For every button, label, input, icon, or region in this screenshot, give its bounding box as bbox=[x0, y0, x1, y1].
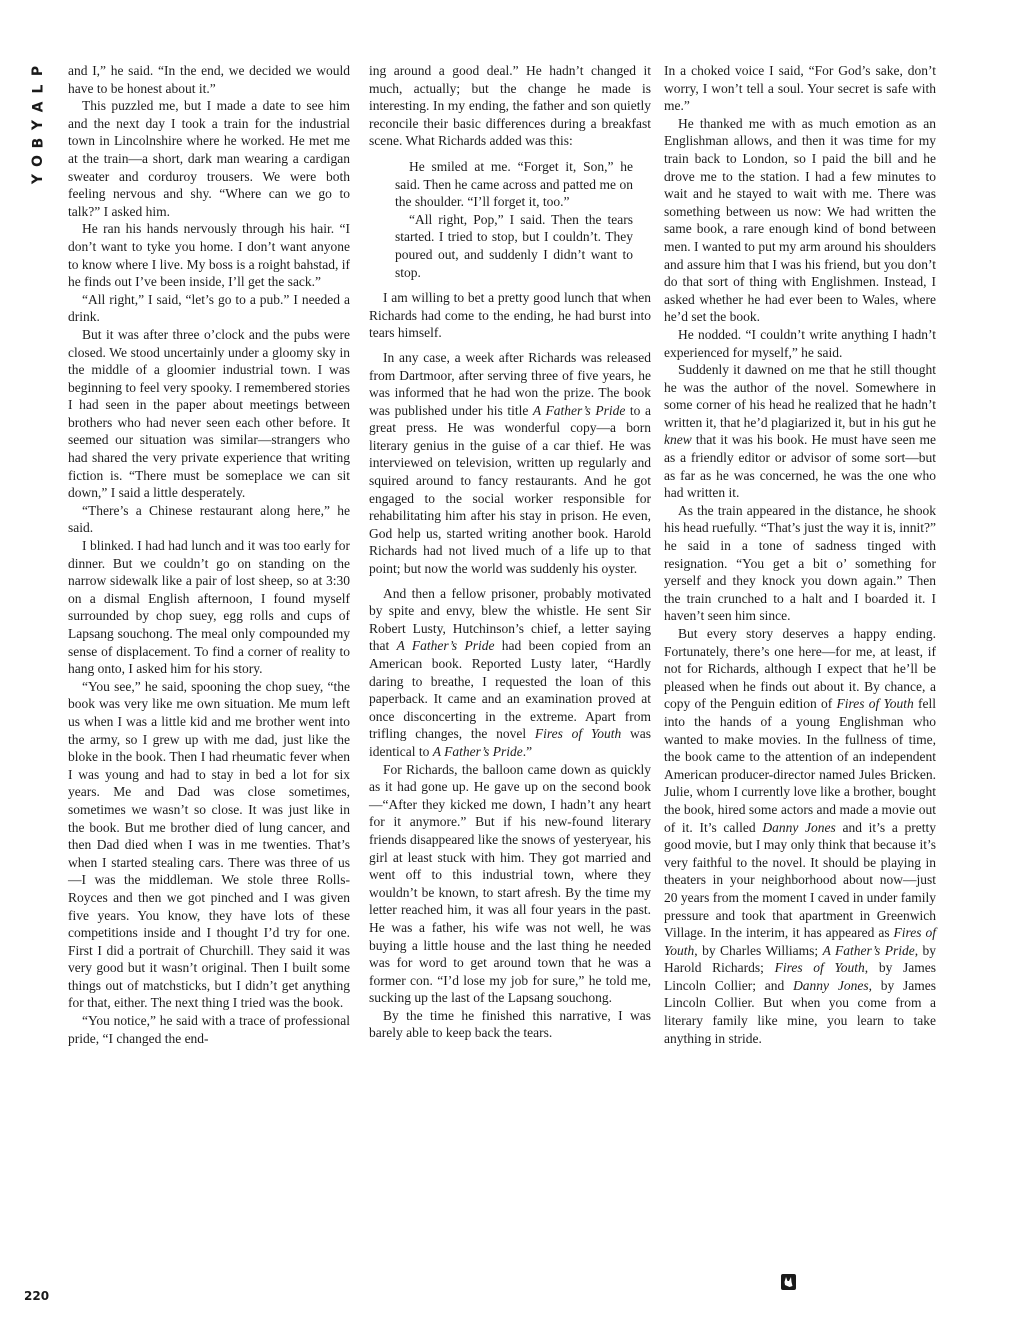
rabbit-head-end-mark-icon bbox=[781, 1274, 796, 1290]
masthead-letter: Y bbox=[29, 173, 46, 185]
article-paragraph: I am willing to bet a pretty good lunch that when Richards had come to the ending, he had burst into tears himself. bbox=[369, 290, 651, 341]
magazine-masthead bbox=[27, 62, 49, 188]
article-paragraph: I blinked. I had had lunch and it was too early for dinner. But we couldn’t go on standing on the narrow sidewalk like a pair of lost sheep, so at 3:30 on a dismal English afternoon, I found myself surrounded by chop suey, egg rolls and cups of Lapsang souchong. The meal only compounded my sense of displacement. To find a corner of reality to hang onto, I asked him for his story. bbox=[68, 538, 350, 677]
masthead-letter: Y bbox=[29, 119, 46, 131]
article-paragraph: For Richards, the balloon came down as quickly as it had gone up. He gave up on the second book—“After they kicked me down, I hadn’t any heart for it anymore.” But if his new-found literary friends disappeared like the snows of yesteryear, his girl at least stuck with him. They got married and went off to this industrial town, where they wouldn’t be known, to start afresh. By the time my letter reached him, it was all four years in the past. He was a father, his wife was not well, he was buying a little house and the last thing he needed was for word to get around town that he was a former con. “I’d lose my job for sure,” he told me, sucking up the last of the Lapsang souchong. bbox=[369, 761, 651, 1006]
article-paragraph: Suddenly it dawned on me that he still thought he was the author of the novel. Somewhere in some corner of his head he realized that he hadn’t written it, that he’d plagiarized it, but in his gut he knew that it was his book. He must have seen me as a friendly editor or advisor of some sort—but as far as he was concerned, he was the one who had written it. bbox=[664, 362, 936, 501]
masthead-letter: A bbox=[30, 101, 46, 113]
masthead-letter: L bbox=[29, 84, 46, 94]
masthead-letter: P bbox=[29, 65, 46, 77]
article-paragraph: He nodded. “I couldn’t write anything I hadn’t experienced for myself,” he said. bbox=[664, 326, 936, 360]
quote-paragraph: He smiled at me. “Forget it, Son,” he said. Then he came across and patted me on the shoulder. “I’ll forget it, too.” bbox=[395, 158, 633, 210]
article-paragraph: But it was after three o’clock and the pubs were closed. We stood uncertainly under a gloomy sky in the middle of a gloomier industrial town. I was beginning to feel very spooky. I remembered stories I had seen in the paper about meetings between brothers who had never seen each other before. It seemed our situation was similar—strangers who had shared the very private experience that writing fiction is. “There must be someplace we can sit down,” I said a little desperately. bbox=[68, 326, 350, 501]
article-paragraph: “All right,” I said, “let’s go to a pub.” I needed a drink. bbox=[68, 291, 350, 325]
quote-paragraph: “All right, Pop,” I said. Then the tears started. I tried to stop, but I couldn’t. They poured out, and suddenly I didn’t want to stop. bbox=[395, 211, 633, 280]
article-paragraph: He ran his hands nervously through his hair. “I don’t want to tyke you home. I don’t want anyone to know where I live. My boss is a roight bahstad, if he finds out I’ve been inside, I’ll get the sack.” bbox=[68, 221, 350, 290]
article-paragraph: ing around a good deal.” He hadn’t changed it much, actually; but the change he made is interesting. In my ending, the father and son quietly reconcile their basic differences during a breakfast scene. What Richards added was this: bbox=[369, 63, 651, 149]
article-paragraph: In any case, a week after Richards was released from Dartmoor, after serving three of five years, he was informed that he had won the prize. The book was published under his title A Father’s Pride to a great press. He was wonderful copy—a born literary genius in the guise of a car thief. He was interviewed on television, written up regularly and squired around to fancy restaurants. And he got engaged to the social worker responsible for rehabilitating him after his stay in prison. He even, God help us, started writing another book. Harold Richards had not lived much of a life up to that point; but now the world was suddenly his oyster. bbox=[369, 349, 651, 577]
text-column-1 bbox=[68, 62, 350, 1047]
article-paragraph: This puzzled me, but I made a date to see him and the next day I took a train for the industrial town in Lincolnshire where he worked. He met me at the train—a short, dark man wearing a cardigan sweater and corduroy trousers. We were both feeling nervous and shy. “Where can we go to talk?” I asked him. bbox=[68, 98, 350, 219]
quoted-excerpt bbox=[395, 158, 633, 281]
article-paragraph: By the time he finished this narrative, I was barely able to keep back the tears. bbox=[369, 1007, 651, 1041]
article-paragraph: In a choked voice I said, “For God’s sake, don’t worry, I won’t tell a soul. Your secret is safe with me.” bbox=[664, 63, 936, 114]
article-paragraph: “There’s a Chinese restaurant along here,” he said. bbox=[68, 502, 350, 536]
masthead-letter: B bbox=[29, 137, 46, 149]
article-paragraph: But every story deserves a happy ending. Fortunately, there’s one here—for me, at least, if not for Richards, although I expect that he’ll be pleased when he finds out about it. By chance, a copy of the Penguin edition of Fires of Youth fell into the hands of a young Englishman who wanted to make movies. In the fullness of time, the book came to the attention of an independent American producer-director named Jules Bricken. Julie, whom I currently love like a brother, bought the book, hired some actors and made a movie out of it. It’s called Danny Jones and it’s a pretty good movie, but I may only think that because it’s very faithful to the novel. It should be playing in theaters in your neighborhood about now—just 20 years from the moment I caved in under family pressure and took that apartment in Greenwich Village. In the interim, it has appeared as Fires of Youth, by Charles Williams; A Father’s Pride, by Harold Richards; Fires of Youth, by James Lincoln Collier; and Danny Jones, by James Lincoln Collier. But when you come from a literary family like mine, you learn to take anything in stride. bbox=[664, 626, 937, 1046]
masthead-letter: O bbox=[30, 155, 46, 167]
text-column-2 bbox=[369, 62, 651, 1042]
article-paragraph: and I,” he said. “In the end, we decided we would have to be honest about it.” bbox=[68, 63, 350, 96]
article-paragraph: He thanked me with as much emotion as an Englishman allows, and then it was time for my train back to London, so I paid the bill and he drove me to the station. I had a few minutes to wait and he stayed to wait with me. There was something between us now: We had written the same book, a rare enough kind of bond between men. I wanted to put my arm around his shoulders and assure him that I was his friend, but you don’t do that sort of thing with Englishmen. Instead, I asked whether he had ever been to Wales, where he’d set the book. bbox=[664, 115, 936, 325]
page-number: 220 bbox=[24, 1289, 50, 1303]
text-column-3 bbox=[664, 62, 936, 1047]
article-paragraph: And then a fellow prisoner, probably motivated by spite and envy, blew the whistle. He sent Sir Robert Lusty, Hutchinson’s chief, a letter saying that A Father’s Pride had been copied from an American book. Reported Lusty later, “Hardly daring to breathe, I requested the loan of this paperback. It came and an examination proved at once disconcerting in the extreme. Apart from trifling changes, the novel Fires of Youth was identical to A Father’s Pride.” bbox=[369, 585, 651, 759]
article-paragraph: “You notice,” he said with a trace of professional pride, “I changed the end- bbox=[68, 1013, 350, 1046]
article-paragraph: As the train appeared in the distance, he shook his head ruefully. “That’s just the way it is, innit?” he said in a tone of sadness tinged with resignation. “You get a bit o’ something for yerself and they knock you down again.” Then the train crunched to a halt and I boarded it. I haven’t seen him since. bbox=[664, 502, 936, 624]
article-paragraph: “You see,” he said, spooning the chop suey, “the book was very like me own situation. Me mum left us when I was a little kid and me brother went into the army, so I grew up with me dad, just like the bloke in the book. Then I had rheumatic fever when I was young and had to stay in bed a lot for six years. Me and Dad was close sometimes, sometimes we wasn’t so close. It was just like in the book. But me brother died of lung cancer, and then Dad died when I was in me twenties. That’s when I started stealing cars. There was three of us—I was the middleman. We stole three Rolls-Royces and then we got pinched and I was given five years. You know, they have lots of these competitions inside and I thought I’d try for one. First I did a portrait of Churchill. They said it was very good but it wasn’t original. Then I built some things out of matchsticks, but I didn’t get anything for that, either. The next thing I tried was the book. bbox=[68, 678, 350, 1011]
